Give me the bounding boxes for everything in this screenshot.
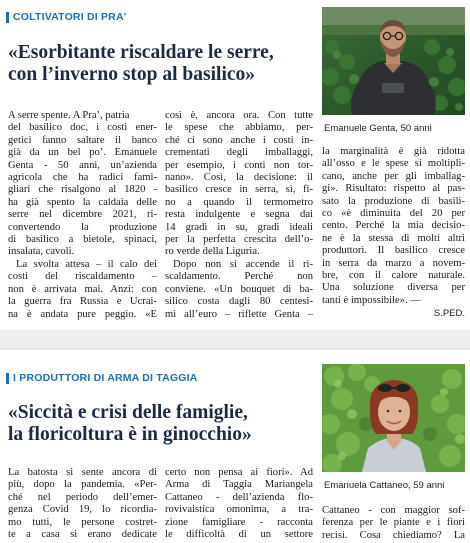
text-line: ché ci sono anche i costi in- [165,134,313,146]
text-line: insalata, cavoli. [8,246,75,258]
photo-emanuela-cattaneo [322,364,465,472]
article-separator [0,330,470,348]
signature: S.PED. [433,308,465,320]
text-line: nano». Così, la decisione: il [165,172,313,184]
text-line: la guerra fra Russia e Ucrai- [8,296,157,308]
text-column-3 [322,146,465,321]
text-line: certo non pensa ai fiori». Ad [165,467,313,478]
headline-line: con l’inverno stop al basilico» [8,64,256,85]
text-line: all’osso e le spese si moltipli- [322,158,465,170]
text-line: mo tutti, le persone costret- [8,516,157,528]
text-line: resta indulgente e segna dai [165,209,313,221]
text-line: mi all’euro – riflette Genta – [165,308,313,320]
text-column-2 [165,467,313,541]
text-line: gliari che risalgono al 1820 - [8,184,157,196]
photo-caption: Emanuele Genta, 50 anni [324,123,432,134]
text-line: così è, ancora ora. Con tutte [165,110,313,121]
text-line: ne è la stessa di molti altri [322,232,465,244]
text-line: zione famigliare - racconta [165,516,313,528]
text-line: convertendo la produzione [8,221,157,233]
text-line: scaldamento. Perché non [165,271,313,283]
text-column-2 [165,110,313,321]
text-line: rovivaistica omonima, a tra- [165,504,313,516]
text-line: Una soluzione diversa per [322,282,465,294]
text-line: le spese che abbiamo, per- [165,122,313,134]
text-line: più, dopo la pandemia. «Per- [8,479,157,491]
text-line: te a casa si erano dedicate [8,529,157,541]
text-line: tanti è impossibile». — [322,294,421,306]
kicker-bar [6,373,9,384]
kicker: COLTIVATORI DI PRA' [13,11,127,23]
text-column-3 [322,505,465,542]
text-line: 14 gradi in su, gradi ideali [165,221,313,233]
photo-emanuele-genta [322,7,465,115]
headline [8,42,274,86]
text-line: cento. Perché la mia decisio- [322,220,465,232]
headline-line: la floricoltura è in ginocchio» [8,424,252,445]
text-line: di basilico a bietole, spinaci, [8,234,157,246]
text-line: bre, con il calore naturale. [322,270,465,282]
text-column-1 [8,467,157,541]
text-line: ferenza per le piante e i fiori [322,517,465,529]
text-line: Arma di Taggia Mariangela [165,479,313,491]
text-line: costi del riscaldamento – [8,271,157,283]
text-line: crementati degli imballaggi, [165,147,313,159]
text-line: per esempio, i conti non tor- [165,159,313,171]
headline-line: «Esorbitante riscaldare le serre, [8,42,274,63]
text-line: Genta - 50 anni, un’azienda [8,159,157,171]
headline-line: «Siccità e crisi delle famiglie, [8,402,248,423]
text-line: non è arrivata mai. Anzi: con [8,283,157,295]
text-line: Cattaneo - con maggior sof- [322,505,465,516]
text-line: sato la produzione di basili- [322,195,465,207]
text-line: no a quando il termometro [165,196,313,208]
text-line: per la perfetta crescita dell’o- [165,234,313,246]
text-line: produttori. Il basilico cresce [322,245,465,257]
text-line: A serre spente. A Pra’, patria [8,110,130,121]
text-line: del basilico doc, i costi ener- [8,122,157,134]
headline [8,402,252,446]
text-line: serre nel dicembre 2021, ri- [8,209,157,221]
text-line: getici fanno saltare il banco [8,134,157,146]
kicker: I PRODUTTORI DI ARMA DI TAGGIA [13,372,198,384]
text-line: ro verde della Liguria. [165,246,260,258]
article-cattaneo [0,348,470,543]
text-line: in serra da marzo a novem- [322,257,465,269]
text-line: na è andata pure peggio. «E [8,308,157,320]
text-line: conviene. «Un bouquet di ba- [165,283,313,295]
text-line: agricola che ha radici fami- [8,172,157,184]
text-line: le difficoltà di un settore [165,529,313,541]
text-line: ché nel periodo dell’emer- [8,491,157,503]
text-line: La batosta si sente ancora di [8,467,157,478]
text-line: cano, anche per gli imballag- [322,170,465,182]
kicker-bar [6,12,9,23]
text-line: genza Covid 19, lo ricordia- [8,504,157,516]
text-line: Dopo non si accende il ri- [173,258,313,270]
text-line: la marginalità è già ridotta [322,146,465,157]
text-line: co «è diminuita del 20 per [322,208,465,220]
text-line: gi». Risultato: rispetto al pas- [322,183,465,195]
photo-caption: Emanuela Cattaneo, 59 anni [324,480,445,491]
text-line: basilico cresce in serra, sì, fi- [165,184,313,196]
text-line: silico costa dagli 80 centesi- [165,296,313,308]
text-line: già da un bel po’. Emanuele [8,147,157,159]
text-line: La svolta attesa – il calo dei [16,258,157,270]
text-column-1 [8,110,157,321]
text-line: ha già spento la caldaia delle [8,196,157,208]
text-line: Cattaneo - dell’azienda flo- [165,491,313,503]
text-line: recisi. Cosa chiediamo? La [322,529,465,541]
